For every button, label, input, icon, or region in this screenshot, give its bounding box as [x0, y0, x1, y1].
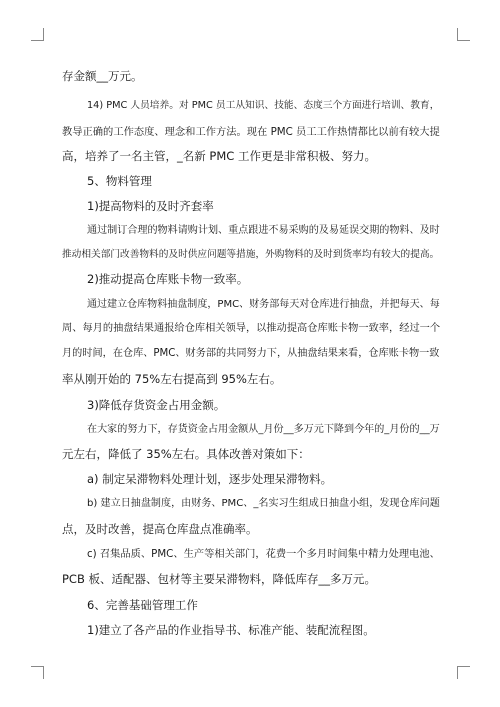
subsection-heading: 2)推动提高仓库账卡物一致率。 [87, 272, 249, 286]
section-heading: 6、完善基础管理工作 [87, 598, 198, 612]
section-heading: 5、物料管理 [87, 174, 152, 188]
crop-mark-top-left [31, 28, 44, 41]
crop-mark-top-right [457, 28, 470, 41]
subsection-heading: 1)建立了各产品的作业指导书、标准产能、装配流程图。 [87, 623, 375, 637]
list-item: a) 制定呆滞物料处理计划，逐步处理呆滞物料。 [87, 472, 333, 486]
text-line: PCB 板、适配器、包材等主要呆滞物料，降低库存__多万元。 [62, 572, 377, 586]
subsection-heading: 1)提高物料的及时齐套率 [87, 199, 214, 213]
text-line: 通过建立仓库物料抽盘制度，PMC、财务部每天对仓库进行抽盘，并把每天、每 [87, 299, 440, 310]
text-line: 14) PMC 人员培养。对 PMC 员工从知识、技能、态度三个方面进行培训、教育， [87, 100, 440, 111]
subsection-heading: 3)降低存货资金占用金额。 [87, 398, 226, 412]
text-line: 周、每月的抽盘结果通报给仓库相关领导，以推动提高仓库账卡物一致率，经过一个 [62, 323, 441, 334]
text-line: 通过制订合理的物料请购计划、重点跟进不易采购的及易延误交期的物料、及时 [87, 225, 440, 236]
crop-mark-bottom-right [457, 666, 470, 679]
text-line: 率从刚开始的 75%左右提高到 95%左右。 [62, 372, 282, 386]
text-line: 元左右，降低了 35%左右。具体改善对策如下： [62, 447, 310, 461]
text-line: 存金额__万元。 [62, 69, 143, 83]
list-item: c) 召集品质、PMC、生产等相关部门，花费一个多月时间集中精力处理电池、 [87, 548, 440, 560]
text-line: 点，及时改善，提高仓库盘点准确率。 [62, 522, 258, 536]
text-line: 推动相关部门改善物料的及时供应问题等措施，外购物料的及时到货率均有较大的提高。 [62, 249, 440, 260]
text-line: 在大家的努力下，存货资金占用金额从_月份__多万元下降到今年的_月份的__万 [87, 424, 440, 435]
text-line: 高，培养了一名主管，_名新 PMC 工作更是非常积极、努力。 [62, 149, 376, 163]
text-line: 教导正确的工作态度、理念和工作方法。现在 PMC 员工工作热情都比以前有较大提 [62, 126, 440, 138]
crop-mark-bottom-left [31, 666, 44, 679]
text-line: 月的时间，在仓库、PMC、财务部的共同努力下，从抽盘结果来看，仓库账卡物一致 [62, 348, 440, 359]
list-item: b) 建立日抽盘制度，由财务、PMC、_名实习生组成日抽盘小组，发现仓库问题 [87, 498, 440, 509]
